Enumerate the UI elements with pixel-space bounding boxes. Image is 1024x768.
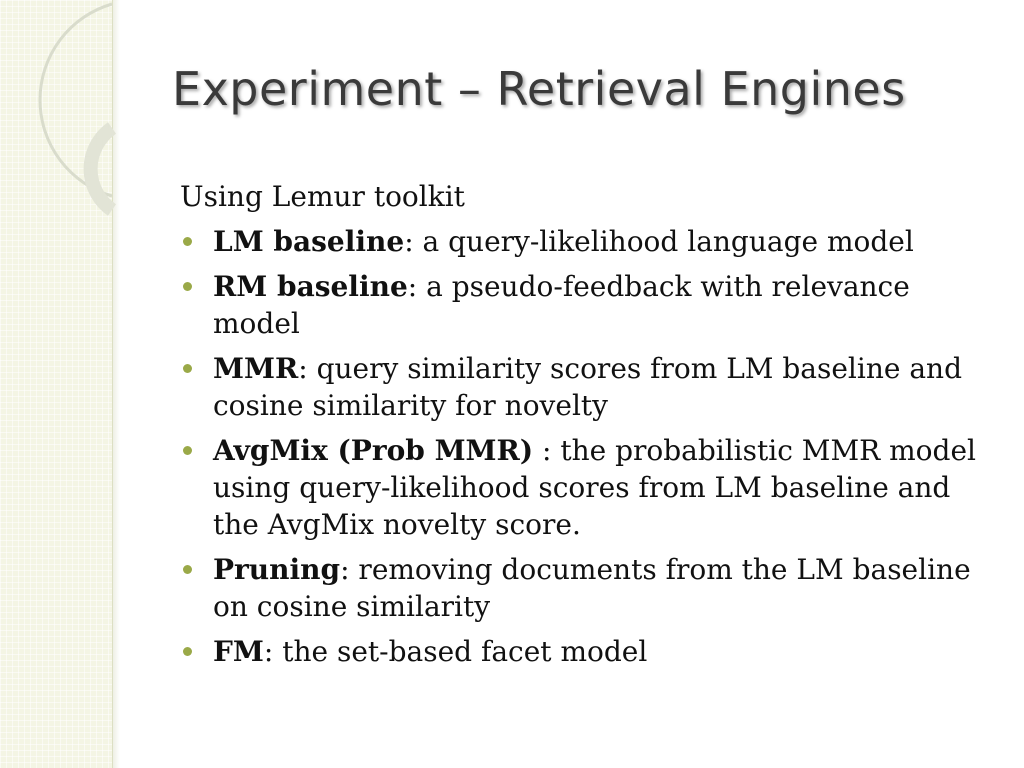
bullet-item: [180, 268, 1000, 342]
bullet-term: Pruning: [213, 553, 341, 586]
dot-bullet-icon: [183, 647, 192, 656]
bullet-description: : the set-based facet model: [263, 635, 648, 668]
bullet-term: RM baseline: [213, 270, 408, 303]
dot-bullet-icon: [183, 446, 192, 455]
bullet-item: [180, 551, 1000, 625]
slide-title: Experiment – Retrieval Engines: [172, 62, 906, 116]
dot-bullet-icon: [183, 565, 192, 574]
bullet-description: : removing documents from the LM baseline on cosine similarity: [213, 553, 971, 623]
bullet-description: : the probabilistic MMR model using query-likelihood scores from LM baseline and the AvgMix novelty score.: [213, 434, 976, 541]
intro-text: Using Lemur toolkit: [180, 180, 465, 213]
dot-bullet-icon: [183, 364, 192, 373]
bullet-description: : query similarity scores from LM baseline and cosine similarity for novelty: [213, 352, 962, 422]
bullet-item: [180, 223, 1000, 260]
bullet-term: FM: [213, 635, 264, 668]
bullet-item: [180, 633, 1000, 670]
bullet-item: [180, 350, 1000, 424]
dot-bullet-icon: [183, 282, 192, 291]
decorative-circles: [0, 0, 200, 260]
dot-bullet-icon: [183, 237, 192, 246]
decorative-circle-outer: [40, 4, 112, 196]
bullet-term: AvgMix (Prob MMR): [213, 434, 534, 467]
slide-body: [180, 178, 1000, 678]
bullet-term: LM baseline: [213, 225, 405, 258]
decorative-circle-inner: [91, 128, 112, 210]
bullet-list: [180, 223, 1000, 670]
bullet-item: [180, 432, 1000, 543]
bullet-description: : a pseudo-feedback with relevance model: [213, 270, 910, 340]
bullet-description: : a query-likelihood language model: [404, 225, 914, 258]
bullet-term: MMR: [213, 352, 299, 385]
